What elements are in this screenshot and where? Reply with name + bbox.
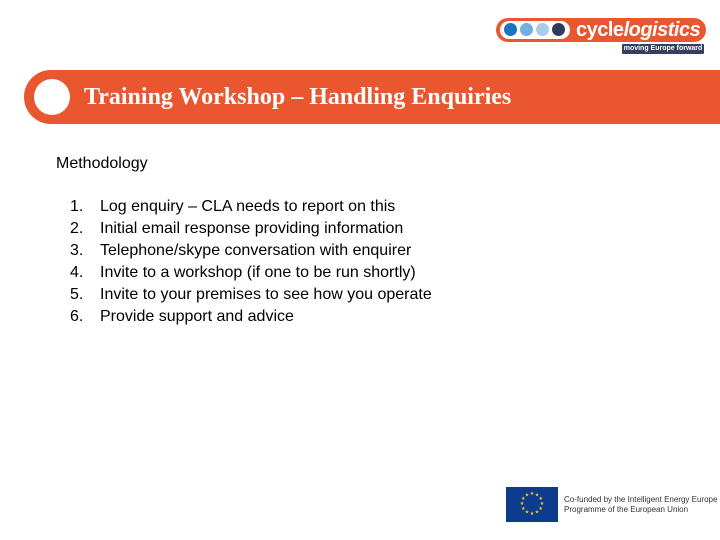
logo-wordmark	[576, 19, 700, 41]
svg-text:★: ★	[521, 496, 526, 502]
eu-funding-line1: Co-funded by the Intelligent Energy Europe	[564, 495, 718, 504]
eu-funding-text	[564, 495, 717, 515]
svg-text:★: ★	[521, 506, 526, 512]
logo-dot-1	[504, 23, 517, 36]
logo-wordmark-plain: cycle	[576, 19, 624, 41]
svg-text:★: ★	[539, 501, 545, 507]
eu-flag-icon	[506, 487, 558, 522]
step-text: Initial email response providing information	[100, 220, 404, 237]
svg-text:★: ★	[524, 509, 530, 516]
logo-pill	[496, 18, 706, 42]
step-item	[70, 196, 432, 218]
svg-text:★: ★	[538, 506, 543, 512]
slide-title: Training Workshop – Handling Enquiries	[84, 84, 512, 110]
eu-funding-line2: Programme of the European Union	[564, 505, 689, 514]
logo-tagline: moving Europe forward	[623, 45, 703, 52]
step-text: Invite to your premises to see how you operate	[100, 286, 432, 303]
banner-circle	[34, 79, 70, 115]
methodology-steps	[70, 196, 432, 328]
step-number: 4.	[70, 264, 84, 281]
step-number: 1.	[70, 198, 84, 215]
svg-text:★: ★	[534, 509, 540, 516]
step-item	[70, 218, 432, 240]
logo-dot-3	[536, 23, 549, 36]
step-text: Log enquiry – CLA needs to report on this	[100, 198, 396, 215]
step-text: Telephone/skype conversation with enquirer	[100, 242, 412, 259]
svg-text:★: ★	[519, 501, 525, 507]
title-banner	[24, 70, 720, 124]
step-number: 3.	[70, 242, 84, 259]
step-text: Provide support and advice	[100, 308, 294, 325]
logo-wordmark-italic: logistics	[623, 19, 701, 41]
step-item	[70, 284, 432, 306]
logo-dots	[500, 21, 570, 39]
step-text: Invite to a workshop (if one to be run shortly)	[100, 264, 416, 281]
step-item	[70, 240, 432, 262]
step-number: 2.	[70, 220, 84, 237]
svg-text:★: ★	[529, 511, 535, 517]
step-number: 5.	[70, 286, 84, 303]
step-number: 6.	[70, 308, 84, 325]
svg-text:★: ★	[529, 491, 535, 497]
svg-text:★: ★	[538, 496, 543, 502]
eu-stars-icon	[506, 487, 558, 522]
cyclelogistics-logo	[496, 18, 708, 54]
methodology-heading: Methodology	[56, 155, 148, 172]
logo-dot-2	[520, 23, 533, 36]
step-item	[70, 262, 432, 284]
svg-text:★: ★	[524, 492, 530, 499]
svg-text:★: ★	[534, 492, 540, 499]
step-item	[70, 306, 432, 328]
logo-dot-4	[552, 23, 565, 36]
